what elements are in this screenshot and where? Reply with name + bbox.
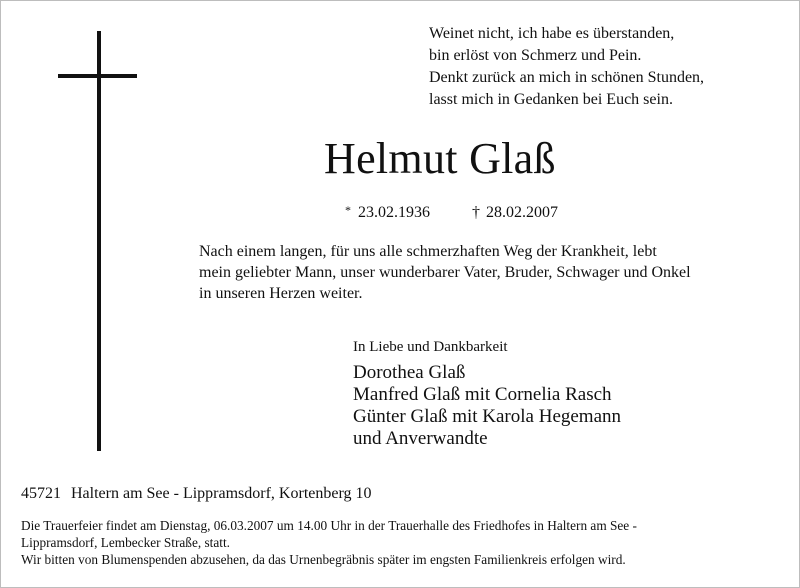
cross-vertical-bar bbox=[97, 31, 101, 451]
address-zip: 45721 bbox=[21, 485, 61, 502]
obituary-line: Nach einem langen, für uns alle schmerzhaften Weg der Krankheit, lebt bbox=[199, 243, 657, 260]
funeral-info bbox=[21, 517, 637, 568]
poem-line: lasst mich in Gedanken bei Euch sein. bbox=[429, 91, 673, 108]
birth-star-icon: * bbox=[345, 203, 351, 217]
death-cross-icon: † bbox=[472, 204, 480, 221]
cross-horizontal-bar bbox=[58, 74, 137, 78]
obituary-text bbox=[199, 241, 691, 304]
mourner-name: und Anverwandte bbox=[353, 428, 488, 449]
poem-line: bin erlöst von Schmerz und Pein. bbox=[429, 47, 642, 64]
funeral-line: Die Trauerfeier findet am Dienstag, 06.03.2007 um 14.00 Uhr in der Trauerhalle des Friedhofes in Haltern am See - bbox=[21, 518, 637, 533]
deceased-name: Helmut Glaß bbox=[324, 134, 556, 183]
obituary-line: mein geliebter Mann, unser wunderbarer Vater, Bruder, Schwager und Onkel bbox=[199, 264, 691, 281]
birth-date: 23.02.1936 bbox=[358, 204, 430, 221]
funeral-line: Wir bitten von Blumenspenden abzusehen, da das Urnenbegräbnis später im engsten Familienkreis erfolgen wird. bbox=[21, 552, 626, 567]
mourner-name: Manfred Glaß mit Cornelia Rasch bbox=[353, 384, 612, 405]
poem-line: Weinet nicht, ich habe es überstanden, bbox=[429, 25, 675, 42]
mourner-name: Günter Glaß mit Karola Hegemann bbox=[353, 406, 622, 427]
family-address bbox=[21, 483, 372, 505]
death-date: 28.02.2007 bbox=[486, 204, 558, 221]
life-dates bbox=[345, 199, 558, 224]
obituary-line: in unseren Herzen weiter. bbox=[199, 285, 363, 302]
poem-line: Denkt zurück an mich in schönen Stunden, bbox=[429, 69, 705, 86]
mourners-intro: In Liebe und Dankbarkeit bbox=[353, 339, 508, 355]
mourners-list bbox=[353, 362, 621, 450]
funeral-line: Lippramsdorf, Lembecker Straße, statt. bbox=[21, 535, 230, 550]
poem bbox=[429, 23, 704, 111]
address-location: Haltern am See - Lippramsdorf, Kortenberg 10 bbox=[71, 485, 372, 502]
mourner-name: Dorothea Glaß bbox=[353, 362, 466, 383]
